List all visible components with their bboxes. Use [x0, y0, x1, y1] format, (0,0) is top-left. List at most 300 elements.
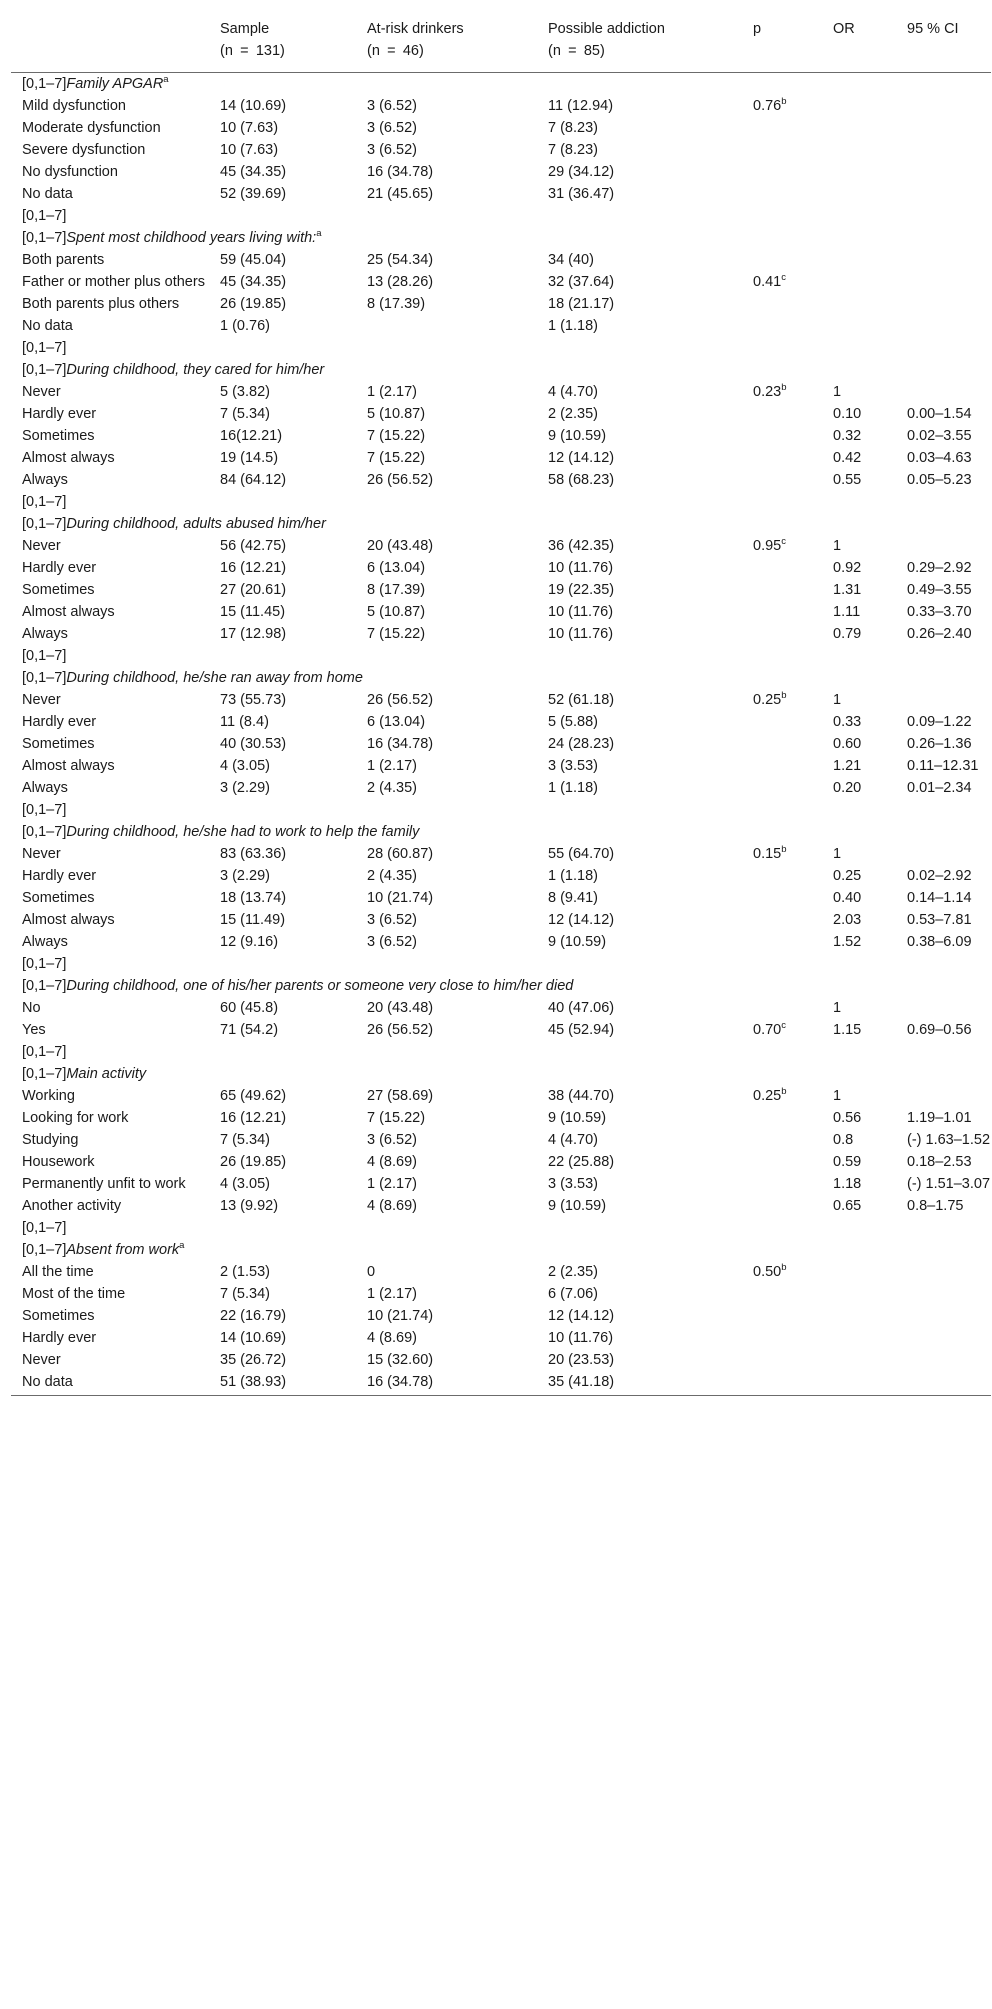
p-value [742, 623, 822, 645]
at-risk-value-text: 28 (60.87) [367, 846, 434, 862]
possible-addiction-value-text: 45 (52.94) [548, 1022, 615, 1038]
p-value [742, 1195, 822, 1217]
at-risk-value [356, 711, 537, 733]
table-row [11, 1349, 991, 1371]
p-value [742, 887, 822, 909]
sample-value [209, 315, 356, 337]
ci-value [896, 315, 991, 337]
possible-addiction-value-text: 6 (7.06) [548, 1286, 598, 1302]
possible-addiction-value [537, 601, 742, 623]
header-row [11, 10, 991, 73]
sample-value [209, 601, 356, 623]
p-value [742, 733, 822, 755]
footnote-marker: b [781, 1262, 787, 1274]
at-risk-value [356, 733, 537, 755]
p-value [742, 403, 822, 425]
ci-value-text: (-) 1.63–1.52 [907, 1132, 991, 1148]
table-row [11, 601, 991, 623]
sample-value [209, 95, 356, 117]
sample-value [209, 909, 356, 931]
at-risk-value [356, 95, 537, 117]
at-risk-value-text: 2 (4.35) [367, 868, 417, 884]
results-table [11, 10, 991, 1396]
table-row [11, 117, 991, 139]
section-header [11, 359, 991, 381]
row-label [11, 1349, 209, 1371]
possible-addiction-value-text: 40 (47.06) [548, 1000, 615, 1016]
table-row [11, 447, 991, 469]
or-value-text: 0.92 [833, 560, 862, 576]
or-value-text: 1.15 [833, 1022, 862, 1038]
at-risk-value-text: 16 (34.78) [367, 736, 434, 752]
possible-addiction-value-text: 32 (37.64) [548, 274, 615, 290]
row-label-text: Always [22, 472, 68, 488]
spacer-row [11, 1217, 991, 1239]
at-risk-value [356, 1261, 537, 1283]
at-risk-value-text: 3 (6.52) [367, 1132, 417, 1148]
spacer-prefix: [0,1–7] [22, 208, 67, 224]
ci-value-text: 0.18–2.53 [907, 1154, 972, 1170]
or-value [822, 1019, 896, 1041]
sample-value-text: 4 (3.05) [220, 758, 270, 774]
row-label [11, 997, 209, 1019]
or-value-text: 0.56 [833, 1110, 862, 1126]
sample-value-text: 10 (7.63) [220, 120, 279, 136]
possible-addiction-value-text: 12 (14.12) [548, 912, 615, 928]
or-value [822, 843, 896, 865]
or-value-text: 0.55 [833, 472, 862, 488]
section-header-row [11, 821, 991, 843]
ci-value-text: 0.11–12.31 [907, 758, 979, 774]
or-value [822, 183, 896, 205]
sample-value [209, 887, 356, 909]
possible-addiction-value-text: 19 (22.35) [548, 582, 615, 598]
p-value [742, 997, 822, 1019]
sample-value [209, 183, 356, 205]
row-label-text: Most of the time [22, 1286, 126, 1302]
sample-value-text: 40 (30.53) [220, 736, 287, 752]
p-value [742, 1151, 822, 1173]
row-label-text: Both parents [22, 252, 105, 268]
or-value-text: 1.31 [833, 582, 862, 598]
row-label-text: Permanently unfit to work [22, 1176, 186, 1192]
possible-addiction-value [537, 711, 742, 733]
row-label-text: Moderate dysfunction [22, 120, 161, 136]
possible-addiction-value-text: 36 (42.35) [548, 538, 615, 554]
row-label-text: Never [22, 692, 61, 708]
section-header [11, 1063, 991, 1085]
at-risk-value [356, 931, 537, 953]
ci-value [896, 1019, 991, 1041]
sample-value [209, 469, 356, 491]
or-value [822, 733, 896, 755]
p-value [742, 1107, 822, 1129]
at-risk-value-text: 6 (13.04) [367, 560, 426, 576]
possible-addiction-value [537, 1107, 742, 1129]
ci-value [896, 139, 991, 161]
sample-value [209, 1305, 356, 1327]
footnote-marker: b [781, 690, 787, 702]
p-value [742, 909, 822, 931]
or-value-text: 1 [833, 1088, 842, 1104]
at-risk-value [356, 1349, 537, 1371]
at-risk-value-text: 2 (4.35) [367, 780, 417, 796]
p-value-text: 0.25 [753, 692, 782, 708]
sample-value [209, 271, 356, 293]
p-value [742, 1283, 822, 1305]
or-value [822, 1327, 896, 1349]
row-label [11, 117, 209, 139]
p-value [742, 1129, 822, 1151]
table-row [11, 909, 991, 931]
possible-addiction-value [537, 425, 742, 447]
possible-addiction-value-text: 12 (14.12) [548, 450, 615, 466]
or-value-text: 1 [833, 846, 842, 862]
row-label-text: Never [22, 538, 61, 554]
sample-value-text: 12 (9.16) [220, 934, 279, 950]
sample-value [209, 117, 356, 139]
p-value [742, 865, 822, 887]
possible-addiction-value [537, 1085, 742, 1107]
row-label-text: Sometimes [22, 428, 95, 444]
or-value-text: 0.33 [833, 714, 862, 730]
p-value [742, 117, 822, 139]
at-risk-value-text: 10 (21.74) [367, 890, 434, 906]
table-row [11, 1019, 991, 1041]
section-header-row [11, 1239, 991, 1261]
row-label [11, 95, 209, 117]
row-label-text: Severe dysfunction [22, 142, 146, 158]
sample-value [209, 1107, 356, 1129]
section-title: Family APGAR [66, 76, 164, 92]
possible-addiction-value-text: 1 (1.18) [548, 868, 598, 884]
spacer-row [11, 645, 991, 667]
header-cell-possible-addiction [537, 10, 742, 73]
row-label-text: Both parents plus others [22, 296, 180, 312]
at-risk-value [356, 425, 537, 447]
or-value [822, 447, 896, 469]
or-value-text: 0.8 [833, 1132, 854, 1148]
row-label [11, 623, 209, 645]
p-value [742, 161, 822, 183]
row-label-text: No dysfunction [22, 164, 118, 180]
header-cell-ci [896, 10, 991, 73]
header-cell-sample [209, 10, 356, 73]
or-value [822, 1173, 896, 1195]
table-row [11, 161, 991, 183]
possible-addiction-value-text: 31 (36.47) [548, 186, 615, 202]
p-value [742, 1085, 822, 1107]
or-value [822, 139, 896, 161]
at-risk-value-text: 7 (15.22) [367, 428, 426, 444]
possible-addiction-value [537, 733, 742, 755]
possible-addiction-value [537, 95, 742, 117]
possible-addiction-value-text: 52 (61.18) [548, 692, 615, 708]
or-value [822, 557, 896, 579]
at-risk-value-text: 13 (28.26) [367, 274, 434, 290]
p-value [742, 557, 822, 579]
section-header [11, 227, 991, 249]
or-value [822, 777, 896, 799]
ci-value-text: 0.53–7.81 [907, 912, 972, 928]
table-row [11, 777, 991, 799]
ci-value [896, 381, 991, 403]
footnote-marker: b [781, 382, 787, 394]
p-value-text: 0.23 [753, 384, 782, 400]
ci-value [896, 1349, 991, 1371]
section-prefix: [0,1–7] [22, 516, 67, 532]
sample-value-text: 14 (10.69) [220, 1330, 287, 1346]
or-value [822, 1283, 896, 1305]
ci-value [896, 1173, 991, 1195]
sample-value [209, 1019, 356, 1041]
sample-value [209, 1349, 356, 1371]
row-label-text: Sometimes [22, 736, 95, 752]
table-header [11, 10, 991, 73]
ci-value [896, 601, 991, 623]
p-value [742, 601, 822, 623]
possible-addiction-value-text: 5 (5.88) [548, 714, 598, 730]
section-header-row [11, 513, 991, 535]
possible-addiction-value [537, 403, 742, 425]
sample-value [209, 1283, 356, 1305]
at-risk-value [356, 1107, 537, 1129]
row-label-text: Studying [22, 1132, 79, 1148]
row-label [11, 183, 209, 205]
at-risk-value-text: 20 (43.48) [367, 1000, 434, 1016]
or-value-text: 0.65 [833, 1198, 862, 1214]
row-label [11, 381, 209, 403]
ci-value [896, 161, 991, 183]
possible-addiction-value-text: 9 (10.59) [548, 428, 607, 444]
row-label-text: Mild dysfunction [22, 98, 126, 114]
row-label-text: Hardly ever [22, 406, 97, 422]
row-label-text: Always [22, 934, 68, 950]
table-row [11, 425, 991, 447]
table-row [11, 469, 991, 491]
or-value [822, 1151, 896, 1173]
possible-addiction-value-text: 10 (11.76) [548, 560, 614, 576]
row-label [11, 887, 209, 909]
at-risk-value [356, 997, 537, 1019]
spacer-prefix: [0,1–7] [22, 494, 67, 510]
possible-addiction-value [537, 1261, 742, 1283]
or-value [822, 623, 896, 645]
possible-addiction-value-text: 8 (9.41) [548, 890, 598, 906]
row-label-text: No data [22, 1374, 73, 1390]
ci-value [896, 1283, 991, 1305]
p-value-text: 0.76 [753, 98, 782, 114]
sample-value [209, 249, 356, 271]
row-label [11, 403, 209, 425]
or-value [822, 1085, 896, 1107]
or-value [822, 293, 896, 315]
at-risk-value-text: 7 (15.22) [367, 626, 426, 642]
p-value [742, 711, 822, 733]
section-header [11, 821, 991, 843]
footnote-marker: c [781, 1020, 786, 1032]
at-risk-value [356, 1195, 537, 1217]
table-row [11, 249, 991, 271]
ci-value [896, 997, 991, 1019]
at-risk-value [356, 623, 537, 645]
at-risk-value-text: 15 (32.60) [367, 1352, 434, 1368]
or-value-text: 1 [833, 538, 842, 554]
section-prefix: [0,1–7] [22, 1242, 67, 1258]
at-risk-value-text: 3 (6.52) [367, 934, 417, 950]
section-header-row [11, 1063, 991, 1085]
sample-value-text: 17 (12.98) [220, 626, 287, 642]
ci-value [896, 865, 991, 887]
sample-value-text: 13 (9.92) [220, 1198, 279, 1214]
row-label-text: All the time [22, 1264, 94, 1280]
or-value [822, 249, 896, 271]
sample-value-text: 84 (64.12) [220, 472, 287, 488]
sample-value [209, 733, 356, 755]
possible-addiction-value-text: 7 (8.23) [548, 120, 598, 136]
row-label [11, 843, 209, 865]
ci-value-text: 0.05–5.23 [907, 472, 972, 488]
at-risk-value [356, 381, 537, 403]
sample-value [209, 1129, 356, 1151]
sample-value [209, 161, 356, 183]
ci-value-text: 0.26–1.36 [907, 736, 972, 752]
row-label [11, 249, 209, 271]
p-value [742, 293, 822, 315]
possible-addiction-value-text: 9 (10.59) [548, 934, 607, 950]
p-value-text: 0.50 [753, 1264, 782, 1280]
sample-value-text: 45 (34.35) [220, 164, 287, 180]
sample-value [209, 623, 356, 645]
table-row [11, 931, 991, 953]
table-row [11, 1305, 991, 1327]
sample-value [209, 711, 356, 733]
section-header-row [11, 359, 991, 381]
row-label-text: Another activity [22, 1198, 122, 1214]
sample-value-text: 56 (42.75) [220, 538, 287, 554]
possible-addiction-value-text: 4 (4.70) [548, 1132, 598, 1148]
at-risk-value-text: 10 (21.74) [367, 1308, 434, 1324]
table-row [11, 381, 991, 403]
row-label [11, 161, 209, 183]
spacer-prefix: [0,1–7] [22, 648, 67, 664]
or-value [822, 95, 896, 117]
or-value-text: 0.59 [833, 1154, 862, 1170]
sample-value-text: 1 (0.76) [220, 318, 270, 334]
possible-addiction-value-text: 7 (8.23) [548, 142, 598, 158]
possible-addiction-value [537, 1349, 742, 1371]
p-value [742, 271, 822, 293]
spacer-row [11, 953, 991, 975]
ci-value [896, 117, 991, 139]
at-risk-value [356, 469, 537, 491]
header-title: p [753, 21, 762, 37]
section-header [11, 73, 991, 96]
sample-value-text: 52 (39.69) [220, 186, 287, 202]
possible-addiction-value-text: 20 (23.53) [548, 1352, 615, 1368]
ci-value [896, 535, 991, 557]
sample-value-text: 83 (63.36) [220, 846, 287, 862]
p-value [742, 931, 822, 953]
row-label-text: Housework [22, 1154, 95, 1170]
possible-addiction-value [537, 381, 742, 403]
at-risk-value [356, 117, 537, 139]
sample-value [209, 755, 356, 777]
ci-value [896, 755, 991, 777]
ci-value-text: 0.03–4.63 [907, 450, 972, 466]
p-value [742, 1261, 822, 1283]
possible-addiction-value-text: 2 (2.35) [548, 1264, 598, 1280]
or-value [822, 535, 896, 557]
row-label [11, 557, 209, 579]
section-title: During childhood, one of his/her parents or someone very close to him/her died [66, 978, 574, 994]
or-value-text: 0.60 [833, 736, 862, 752]
possible-addiction-value-text: 34 (40) [548, 252, 594, 268]
at-risk-value-text: 6 (13.04) [367, 714, 426, 730]
sample-value [209, 777, 356, 799]
possible-addiction-value [537, 887, 742, 909]
or-value [822, 711, 896, 733]
possible-addiction-value-text: 18 (21.17) [548, 296, 615, 312]
possible-addiction-value [537, 183, 742, 205]
spacer-prefix: [0,1–7] [22, 340, 67, 356]
at-risk-value [356, 183, 537, 205]
header-title: OR [833, 21, 855, 37]
at-risk-value [356, 887, 537, 909]
at-risk-value [356, 1305, 537, 1327]
possible-addiction-value [537, 579, 742, 601]
possible-addiction-value-text: 58 (68.23) [548, 472, 615, 488]
sample-value-text: 27 (20.61) [220, 582, 287, 598]
sample-value [209, 1371, 356, 1396]
at-risk-value-text: 5 (10.87) [367, 406, 426, 422]
sample-value-text: 19 (14.5) [220, 450, 279, 466]
at-risk-value-text: 26 (56.52) [367, 692, 434, 708]
sample-value [209, 997, 356, 1019]
sample-value [209, 865, 356, 887]
or-value-text: 1 [833, 1000, 842, 1016]
at-risk-value-text: 1 (2.17) [367, 384, 417, 400]
section-title: Main activity [66, 1066, 147, 1082]
table-row [11, 1283, 991, 1305]
possible-addiction-value [537, 623, 742, 645]
spacer-row [11, 491, 991, 513]
at-risk-value [356, 1327, 537, 1349]
row-label [11, 1305, 209, 1327]
table-row [11, 183, 991, 205]
sample-value-text: 11 (8.4) [220, 714, 269, 730]
p-value-text: 0.41 [753, 274, 782, 290]
p-value [742, 579, 822, 601]
sample-value [209, 425, 356, 447]
section-prefix: [0,1–7] [22, 670, 67, 686]
ci-value [896, 1327, 991, 1349]
section-title: Spent most childhood years living with: [66, 230, 317, 246]
at-risk-value-text: 26 (56.52) [367, 472, 434, 488]
at-risk-value-text: 25 (54.34) [367, 252, 434, 268]
at-risk-value [356, 755, 537, 777]
possible-addiction-value [537, 997, 742, 1019]
table-row [11, 139, 991, 161]
spacer-row [11, 337, 991, 359]
row-label [11, 1129, 209, 1151]
section-title: During childhood, he/she had to work to help the family [66, 824, 420, 840]
ci-value [896, 447, 991, 469]
row-label [11, 1151, 209, 1173]
header-cell-empty [11, 10, 209, 73]
ci-value-text: 0.69–0.56 [907, 1022, 972, 1038]
at-risk-value [356, 139, 537, 161]
